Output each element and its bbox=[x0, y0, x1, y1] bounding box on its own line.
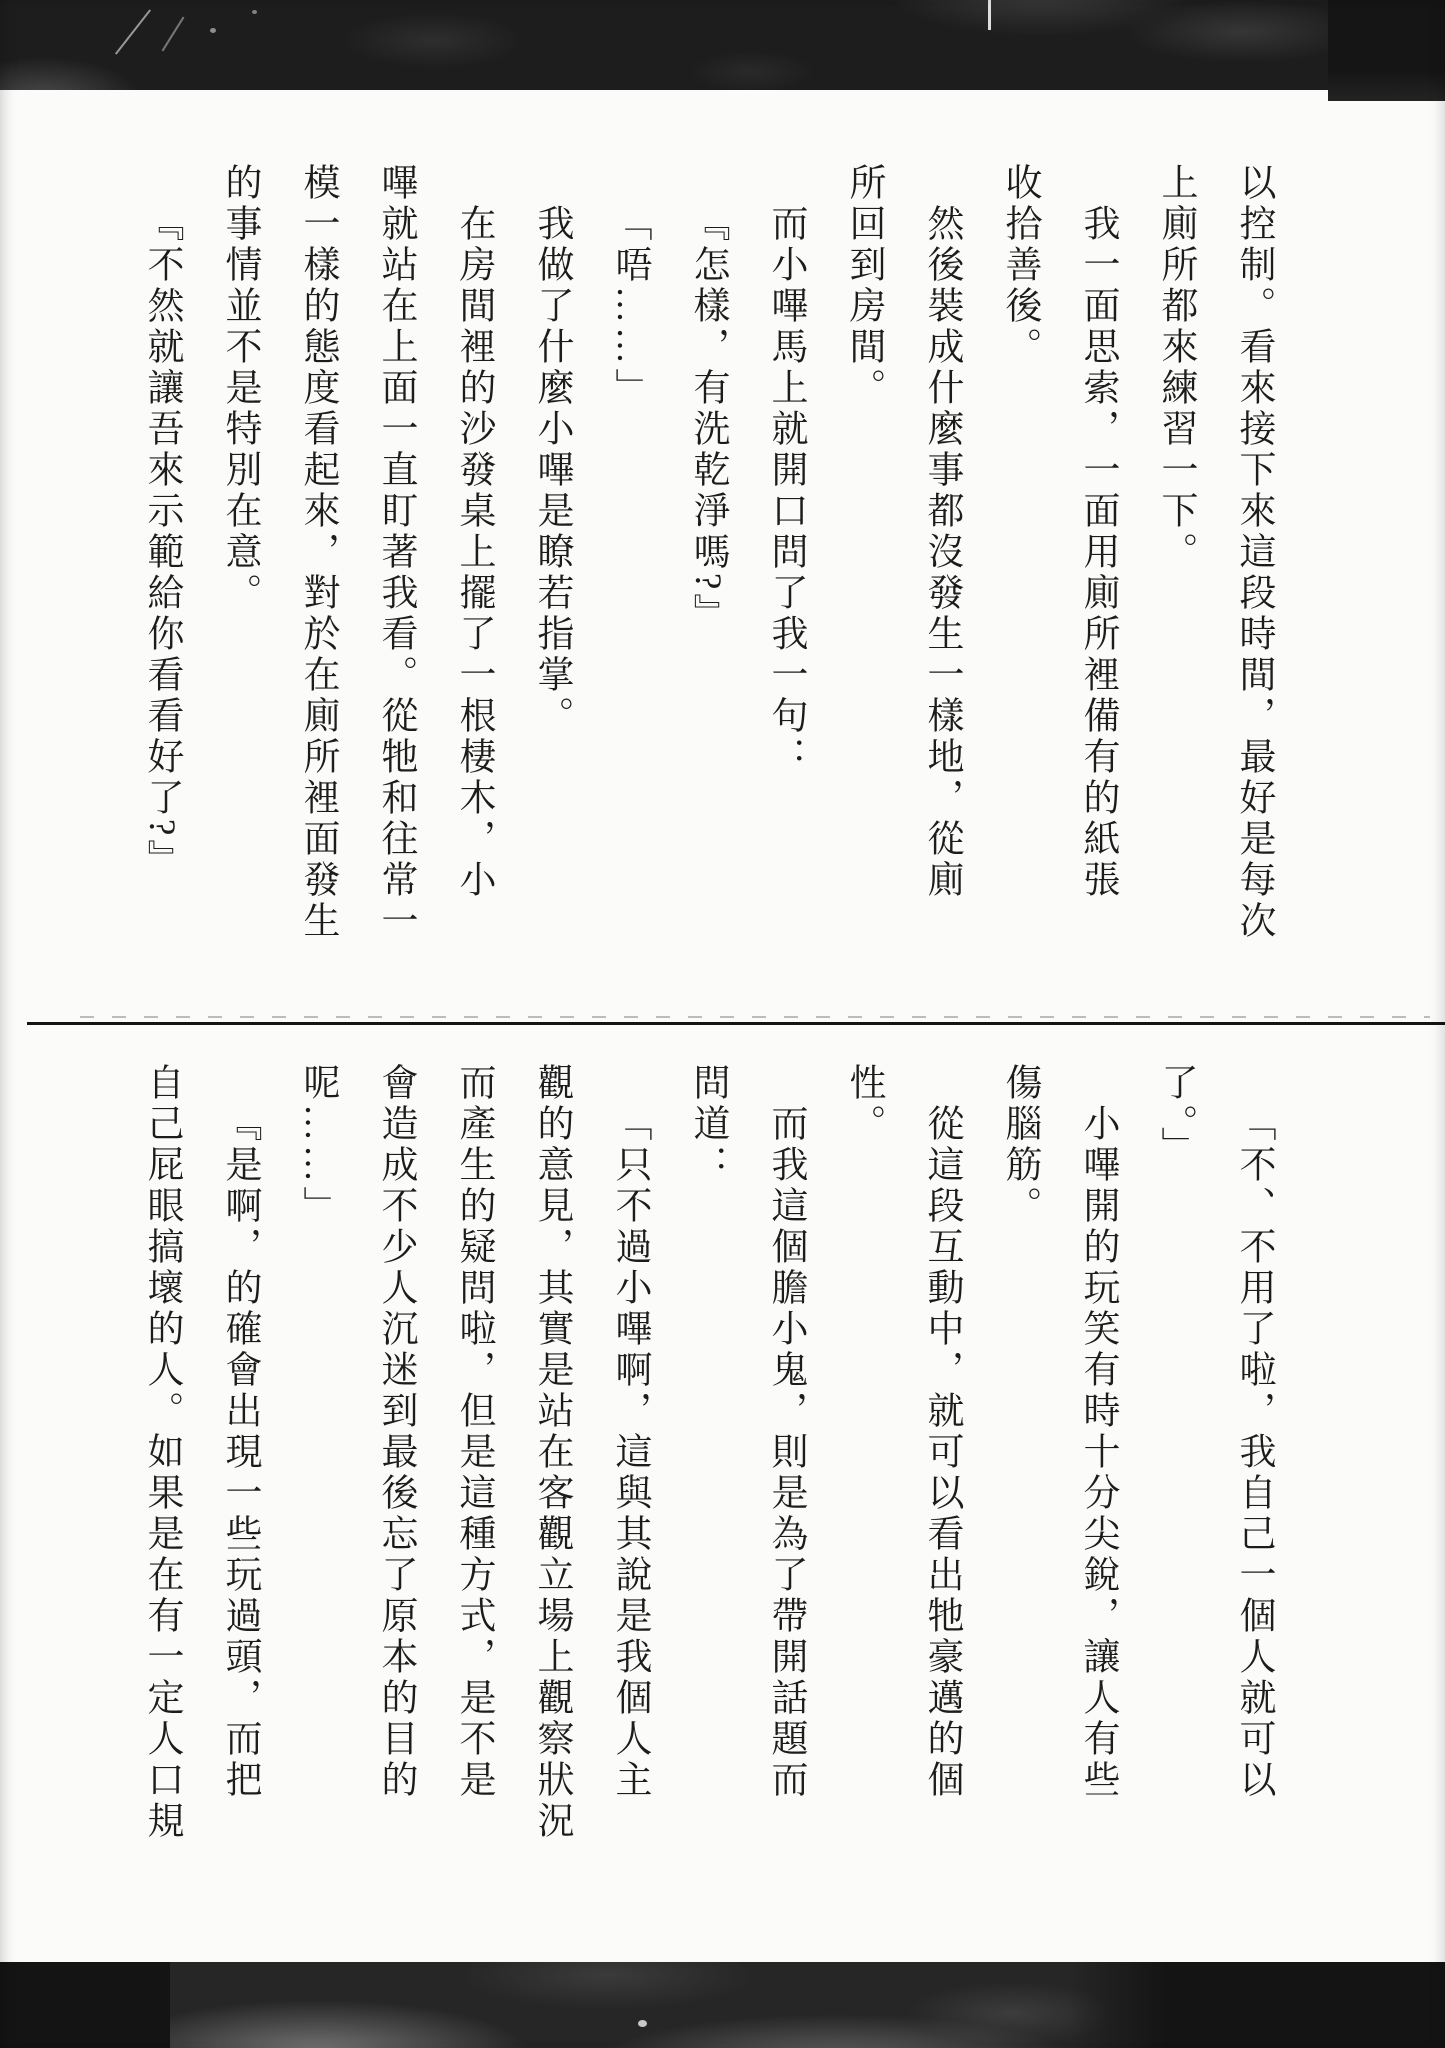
scan-artifact-top-right-corner bbox=[1328, 0, 1445, 101]
text-column: 而小嗶馬上就開口問了我一句： bbox=[765, 204, 806, 778]
text-column: 「只不過小嗶啊，這與其說是我個人主 bbox=[609, 1104, 650, 1801]
text-column: 以控制。看來接下來這段時間，最好是每次 bbox=[1233, 163, 1274, 942]
scan-speck bbox=[252, 10, 257, 14]
text-column: 嗶就站在上面一直盯著我看。從牠和往常一 bbox=[375, 163, 416, 942]
text-column: 然後裝成什麼事都沒發生一樣地，從廁 bbox=[921, 204, 962, 901]
text-column: 我一面思索，一面用廁所裡備有的紙張 bbox=[1077, 204, 1118, 901]
text-column: 會造成不少人沉迷到最後忘了原本的目的 bbox=[375, 1063, 416, 1801]
text-column: 上廁所都來練習一下。 bbox=[1155, 163, 1196, 573]
top-text-section bbox=[122, 163, 1292, 963]
text-column: 從這段互動中，就可以看出牠豪邁的個 bbox=[921, 1104, 962, 1801]
text-column: 性。 bbox=[843, 1063, 884, 1145]
scan-artifact-bottom-band bbox=[0, 1962, 1445, 2048]
scan-speck bbox=[210, 28, 216, 33]
text-column: 自己屁眼搞壞的人。如果是在有一定人口規 bbox=[141, 1063, 182, 1842]
text-column: 而我這個膽小鬼，則是為了帶開話題而 bbox=[765, 1104, 806, 1801]
text-column: 傷腦筋。 bbox=[999, 1063, 1040, 1227]
text-column: 的事情並不是特別在意。 bbox=[219, 163, 260, 614]
scan-artifact-top-band bbox=[0, 0, 1445, 90]
text-column: 『怎樣，有洗乾淨嗎?』 bbox=[687, 204, 728, 635]
text-column: 觀的意見，其實是站在客觀立場上觀察狀況 bbox=[531, 1063, 572, 1842]
text-column: 「唔……」 bbox=[609, 204, 650, 409]
text-column: 問道： bbox=[687, 1063, 728, 1186]
text-column: 呢……」 bbox=[297, 1063, 338, 1227]
scan-speck bbox=[638, 2020, 647, 2027]
text-column: 所回到房間。 bbox=[843, 163, 884, 409]
text-column: 在房間裡的沙發桌上擺了一根棲木，小 bbox=[453, 204, 494, 901]
text-column: 模一樣的態度看起來，對於在廁所裡面發生 bbox=[297, 163, 338, 942]
text-column: 「不、不用了啦，我自己一個人就可以 bbox=[1233, 1104, 1274, 1801]
scene-divider-faint-line bbox=[80, 1016, 1430, 1018]
text-column: 我做了什麼小嗶是瞭若指掌。 bbox=[531, 204, 572, 737]
scan-scratch-vertical-line bbox=[988, 0, 991, 30]
text-column: 『不然就讓吾來示範給你看看好了?』 bbox=[141, 204, 182, 881]
text-column: 收拾善後。 bbox=[999, 163, 1040, 368]
bottom-text-section bbox=[122, 1063, 1292, 1863]
text-column: 『是啊，的確會出現一些玩過頭，而把 bbox=[219, 1104, 260, 1801]
scene-divider-line bbox=[27, 1022, 1445, 1025]
text-column: 小嗶開的玩笑有時十分尖銳，讓人有些 bbox=[1077, 1104, 1118, 1801]
text-column: 而產生的疑問啦，但是這種方式，是不是 bbox=[453, 1063, 494, 1801]
text-column: 了。」 bbox=[1155, 1063, 1196, 1168]
